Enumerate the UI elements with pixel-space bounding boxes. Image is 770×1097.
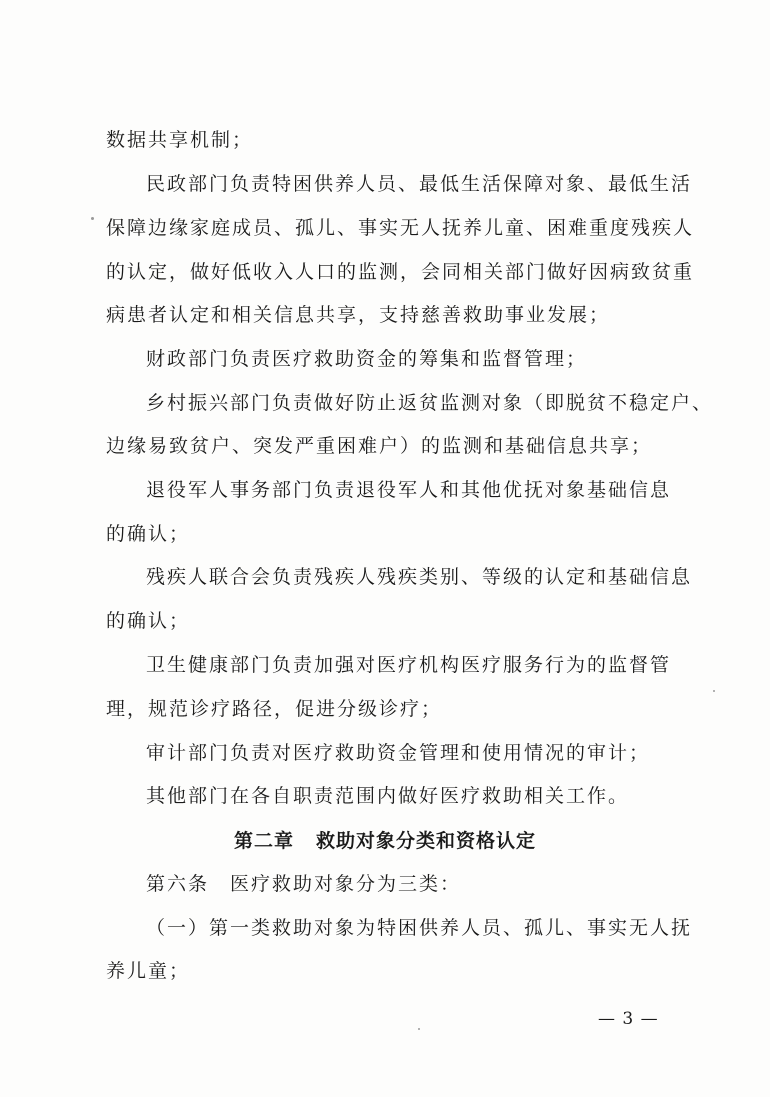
body-line: 审计部门负责对医疗救助资金管理和使用情况的审计；: [146, 742, 651, 764]
body-line: 理，规范诊疗路径，促进分级诊疗；: [106, 698, 443, 720]
page-number: — 3 —: [598, 1009, 659, 1029]
scan-speck: [713, 690, 715, 692]
body-line: 保障边缘家庭成员、孤儿、事实无人抚养儿童、困难重度残疾人: [106, 217, 695, 239]
body-line: 乡村振兴部门负责做好防止返贫监测对象（即脱贫不稳定户、: [146, 392, 714, 414]
body-line: 的确认；: [106, 523, 191, 545]
body-line: 病患者认定和相关信息共享，支持慈善救助事业发展；: [106, 304, 611, 326]
chapter-title: 救助对象分类和资格认定: [316, 830, 537, 852]
body-line: 的认定，做好低收入人口的监测，会同相关部门做好因病致贫重: [106, 261, 695, 283]
body-line: 卫生健康部门负责加强对医疗机构医疗服务行为的监督管: [146, 654, 672, 676]
chapter-number: 第二章: [234, 830, 295, 852]
article-line: （一）第一类救助对象为特困供养人员、孤儿、事实无人抚: [146, 917, 693, 939]
body-line: 民政部门负责特困供养人员、最低生活保障对象、最低生活: [146, 173, 693, 195]
article-line: 第六条 医疗救助对象分为三类：: [146, 873, 462, 895]
body-line: 的确认；: [106, 610, 191, 632]
scan-speck: [418, 1028, 420, 1030]
body-line: 数据共享机制；: [106, 129, 254, 151]
body-line: 财政部门负责医疗救助资金的筹集和监督管理；: [146, 348, 588, 370]
chapter-heading: [234, 829, 536, 853]
body-line: 退役军人事务部门负责退役军人和其他优抚对象基础信息: [146, 479, 672, 501]
body-line: 边缘易致贫户、突发严重困难户）的监测和基础信息共享；: [106, 435, 653, 457]
body-line: 残疾人联合会负责残疾人残疾类别、等级的认定和基础信息: [146, 566, 693, 588]
body-line: 其他部门在各自职责范围内做好医疗救助相关工作。: [146, 785, 630, 807]
scan-speck: [91, 217, 94, 220]
article-line: 养儿童；: [106, 960, 191, 982]
